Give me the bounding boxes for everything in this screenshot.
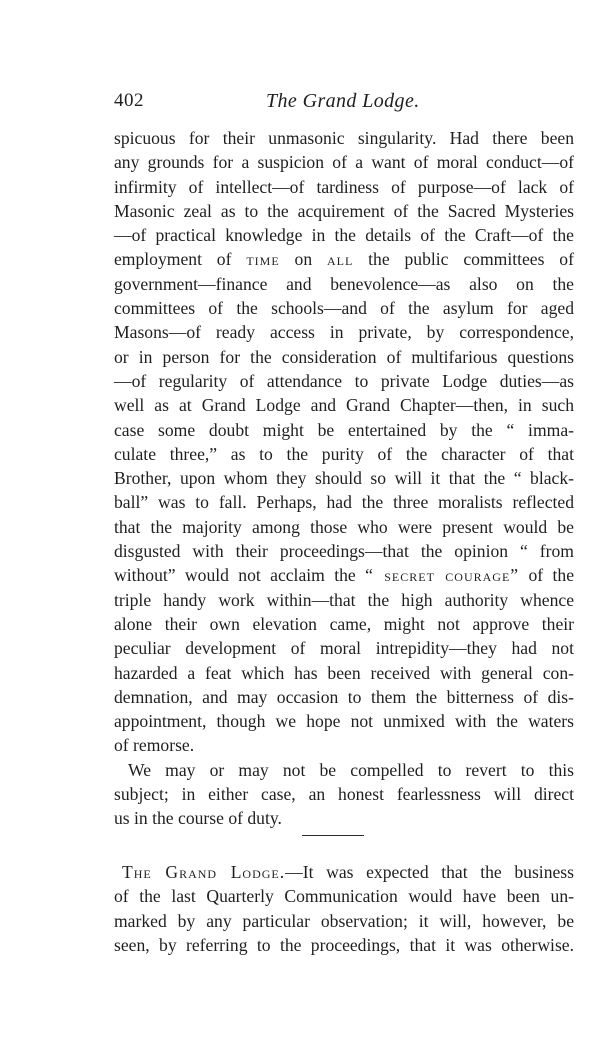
text-line: of remorse. [114, 735, 195, 756]
running-title: The Grand Lodge. [266, 90, 420, 112]
text-line [114, 247, 574, 271]
inline-word: on [294, 249, 313, 270]
section-text [114, 860, 574, 957]
section-heading: The Grand Lodge. [122, 862, 286, 882]
smallcaps-word: all [326, 249, 354, 270]
text-line: alone their own elevation came, might not approve their [114, 613, 574, 634]
text-line: infirmity of intellect—of tardiness of purpose—of lack of [114, 176, 574, 197]
text-line: of the last Quarterly Communication would have been un- [114, 886, 574, 907]
text-line: subject; in either case, an honest fearlessness will direct [114, 784, 574, 805]
section-divider [302, 835, 364, 836]
text-line: appointment, though we hope not unmixed with the waters [114, 711, 574, 732]
text-line: triple handy work within—that the high authority whence [114, 589, 574, 610]
smallcaps-phrase: “ secret courage” [365, 565, 520, 586]
text-line: marked by any particular observation; it will, however, be [114, 910, 574, 931]
text-line: or in person for the consideration of multifarious questions [114, 346, 574, 367]
text-line: spicuous for their unmasonic singularity. Had there been [114, 128, 574, 148]
smallcaps-word: time [246, 249, 280, 270]
running-head [114, 90, 574, 118]
text-line: ball” was to fall. Perhaps, had the three moralists reflected [114, 492, 574, 513]
text-line: We may or may not be compelled to revert to this [128, 759, 574, 780]
text-line: that the majority among those who were present would be [114, 516, 574, 537]
text-line: case some doubt might be entertained by the “ imma- [114, 419, 574, 440]
text-line: culate three,” as to the purity of the character of that [114, 443, 574, 464]
text-line: government—finance and benevolence—as also on the [114, 273, 574, 294]
line-text: the public committees of [368, 249, 574, 270]
text-line: peculiar development of moral intrepidity—they had not [114, 638, 574, 659]
line-text: without” would not acclaim the [114, 565, 356, 586]
text-line: Brother, upon whom they should so will it that the “ black- [114, 468, 574, 489]
text-line: well as at Grand Lodge and Grand Chapter—then, in such [114, 395, 574, 416]
text-line [114, 563, 574, 587]
text-line: seen, by referring to the proceedings, that it was otherwise. [114, 934, 574, 955]
page-number: 402 [114, 90, 144, 111]
body-text [114, 126, 574, 831]
text-line: demnation, and may occasion to them the bitterness of dis- [114, 686, 574, 707]
text-line: disgusted with their proceedings—that the opinion “ from [114, 541, 574, 562]
text-line: Masons—of ready access in private, by correspondence, [114, 322, 574, 343]
text-line: hazarded a feat which has been received with general con- [114, 662, 574, 683]
text-line: any grounds for a suspicion of a want of moral conduct—of [114, 152, 574, 173]
text-line [114, 860, 574, 884]
text-line: us in the course of duty. [114, 808, 282, 829]
text-line: —of practical knowledge in the details of the Craft—of the [114, 225, 574, 246]
line-text: employment of [114, 249, 232, 270]
text-line: Masonic zeal as to the acquirement of the Sacred Mysteries [114, 200, 574, 221]
text-line: —of regularity of attendance to private Lodge duties—as [114, 370, 574, 391]
line-text: —It was expected that the business [285, 862, 574, 882]
text-line: committees of the schools—and of the asylum for aged [114, 298, 574, 319]
line-text: of the [528, 565, 574, 586]
